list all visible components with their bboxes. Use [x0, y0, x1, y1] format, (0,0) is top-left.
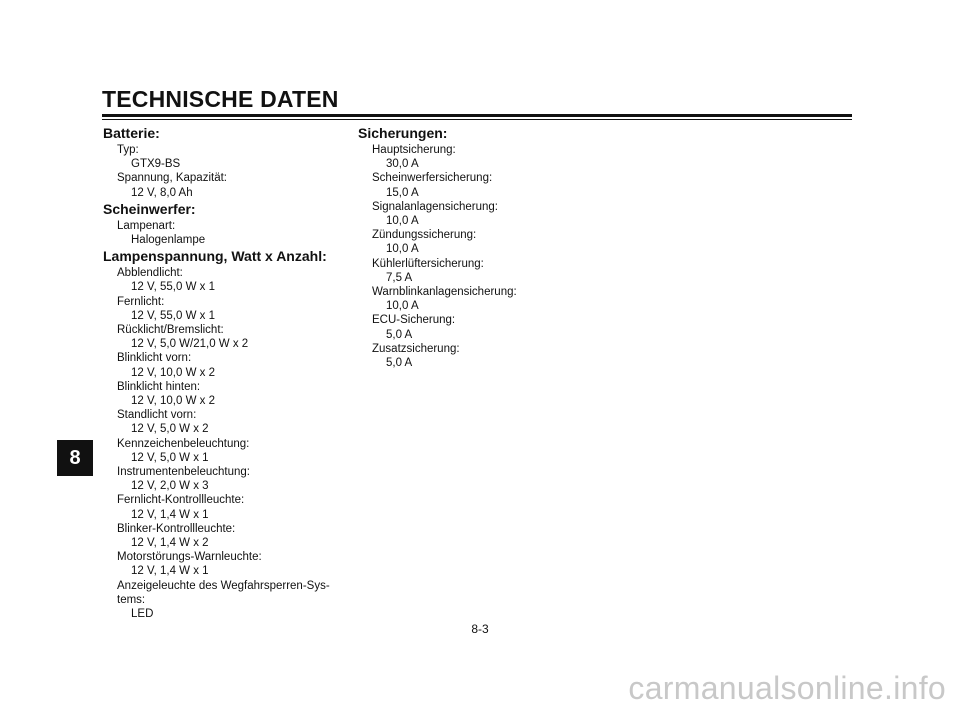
spec-label: Scheinwerfersicherung: [372, 172, 493, 185]
spec-value: 12 V, 1,4 W x 1 [131, 508, 209, 521]
section-heading-fuses: Sicherungen: [358, 125, 448, 141]
spec-label: Blinklicht vorn: [117, 352, 192, 365]
spec-label: Zusatzsicherung: [372, 342, 460, 355]
spec-value: LED [131, 608, 154, 621]
spec-label: Blinklicht hinten: [117, 380, 201, 393]
title-rule-thick [102, 114, 852, 117]
section-heading-headlight: Scheinwerfer: [103, 200, 196, 217]
spec-value: 12 V, 10,0 W x 2 [131, 366, 215, 379]
title-rule-thin [102, 119, 852, 120]
spec-value: 12 V, 55,0 W x 1 [131, 309, 215, 322]
spec-value: 12 V, 8,0 Ah [131, 186, 193, 199]
spec-value: 12 V, 5,0 W/21,0 W x 2 [131, 338, 249, 351]
spec-label: Instrumentenbeleuchtung: [117, 466, 250, 479]
spec-value: 5,0 A [386, 328, 413, 341]
spec-label: Standlicht vorn: [117, 409, 197, 422]
spec-label: Kennzeichenbeleuchtung: [117, 437, 250, 450]
chapter-tab: 8 [57, 440, 93, 476]
section-heading-bulbs: Lampenspannung, Watt x Anzahl: [103, 248, 327, 265]
spec-label: Hauptsicherung: [372, 144, 456, 156]
right-column [358, 125, 598, 370]
spec-value: 15,0 A [386, 186, 419, 199]
spec-label: Warnblinkanlagensicherung: [372, 286, 517, 299]
spec-label: Abblendlicht: [117, 267, 183, 280]
spec-value: 12 V, 5,0 W x 1 [131, 451, 209, 464]
page-title: TECHNISCHE DATEN [102, 86, 339, 112]
page-number: 8-3 [471, 622, 489, 636]
spec-label: Rücklicht/Bremslicht: [117, 324, 224, 337]
spec-label-multiline: Anzeigeleuchte des Wegfahrsperren-Sys- [117, 579, 330, 592]
spec-label: Lampenart: [117, 219, 176, 232]
watermark: carmanualsonline.info [628, 670, 946, 706]
spec-value: 12 V, 10,0 W x 2 [131, 395, 215, 408]
spec-label: Typ: [117, 144, 139, 156]
left-column [103, 125, 343, 621]
spec-label: Fernlicht: [117, 295, 165, 308]
spec-value: GTX9-BS [131, 158, 181, 171]
spec-value: 12 V, 55,0 W x 1 [131, 281, 215, 294]
spec-value: Halogenlampe [131, 234, 206, 247]
section-heading-battery: Batterie: [103, 125, 160, 141]
spec-label: Spannung, Kapazität: [117, 172, 227, 185]
spec-value: 12 V, 1,4 W x 1 [131, 565, 209, 578]
spec-value: 10,0 A [386, 215, 419, 228]
spec-label: Blinker-Kontrollleuchte: [117, 522, 236, 535]
spec-value: 12 V, 5,0 W x 2 [131, 423, 209, 436]
spec-value: 12 V, 1,4 W x 2 [131, 537, 209, 550]
spec-label: ECU-Sicherung: [372, 314, 456, 327]
spec-label: Signalanlagensicherung: [372, 200, 498, 213]
spec-label: Zündungssicherung: [372, 229, 477, 242]
spec-label: Kühlerlüftersicherung: [372, 257, 484, 270]
spec-label-continuation: tems: [117, 593, 146, 606]
spec-value: 10,0 A [386, 243, 419, 256]
spec-label: Fernlicht-Kontrollleuchte: [117, 494, 245, 507]
spec-value: 7,5 A [386, 271, 413, 284]
spec-value: 10,0 A [386, 300, 419, 313]
spec-value: 5,0 A [386, 357, 413, 370]
spec-value: 30,0 A [386, 158, 419, 171]
spec-label: Motorstörungs-Warnleuchte: [117, 551, 262, 564]
spec-value: 12 V, 2,0 W x 3 [131, 480, 209, 493]
